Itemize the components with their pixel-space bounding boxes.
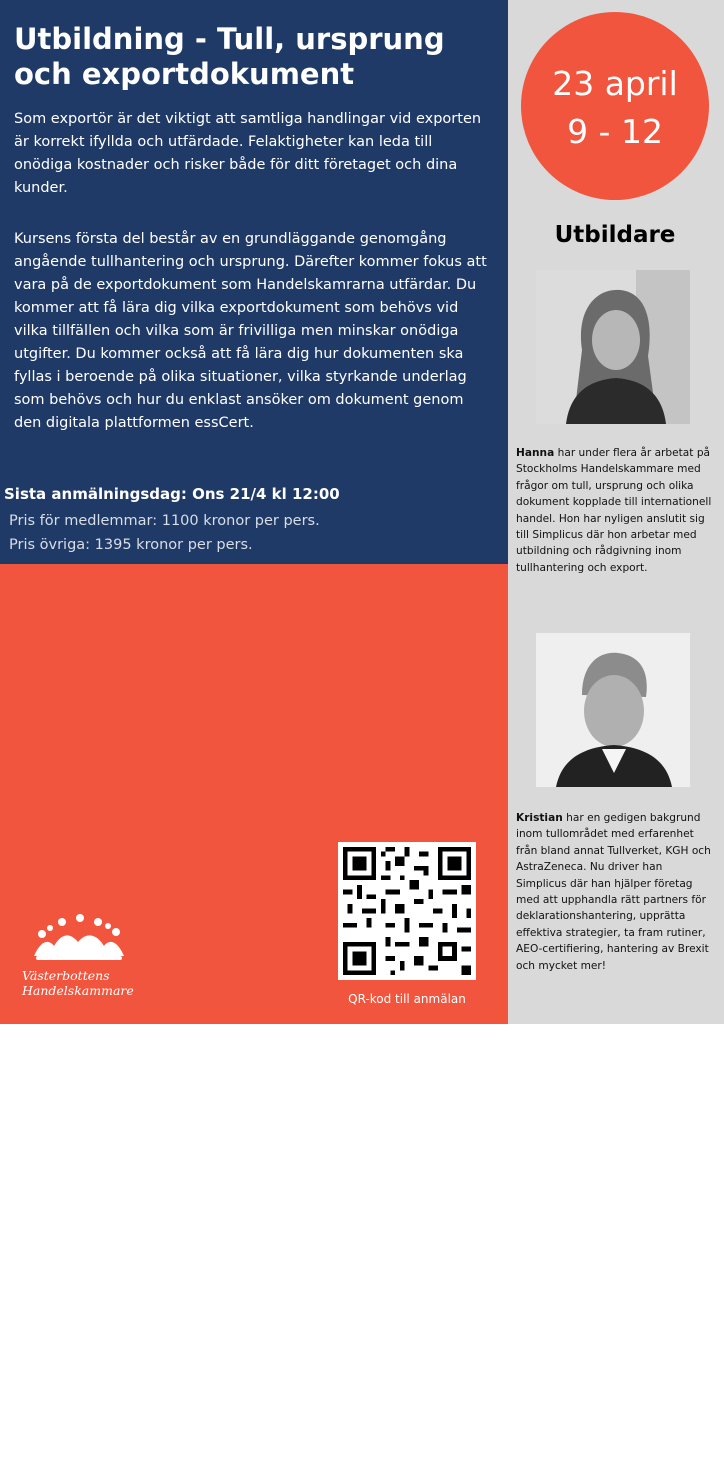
intro-text: Som exportör är det viktigt att samtliga handlingar vid exporten är korrekt ifyllda och utfärdade. Felaktigheter kan leda till onödiga kostnader och risker både för ditt företaget och dina kunder.: [14, 111, 482, 196]
qr-code-icon: [338, 842, 476, 980]
page-title: Utbildning - Tull, ursprung och exportdokument: [14, 22, 445, 91]
session-1-list: [14, 1175, 494, 1264]
list-item: - Praktiska tips och exempel: [14, 1416, 494, 1438]
trainer-bio-kristian: Kristian har en gedigen bakgrund inom tullområdet med erfarenhet från bland annat Tullverket, KGH och AstraZeneca. Nu driver han Simplicus där han hjälper företag med att upphandla rätt partners för deklarationshantering, upprätta effektiva strategier, ta fram rutiner, AEO-certifiering, hantering av Brexit och mycket mer!: [516, 812, 711, 972]
course-description: Kursens första del består av en grundläggande genomgång angående tullhantering och ursprung. Därefter kommer fokus att vara på de exportdokument som Handelskamrarna utfärdar. Du kommer att få lära dig vilka exportdokument som behövs vid vilka tillfällen och vilka som är frivilliga men minskar onödiga utgifter. Du kommer också att få lära dig hur dokumenten ska fyllas i beroende på olika situationer, vilka styrkande underlag som behövs och hur du enklast ansöker om dokument genom den digitala plattformen essCert.: [14, 231, 487, 431]
session-1: [14, 1153, 494, 1264]
price-others: Pris övriga: 1395 kronor per pers.: [9, 537, 253, 553]
trainer-name: Kristian: [516, 812, 563, 824]
list-item: - Var man kan hitta mer information: [14, 1438, 494, 1460]
list-item: - Ursprungsregler och frihandelsavtal: [14, 1220, 494, 1242]
list-item: - Tulldeklaration och dess innehåll: [14, 1175, 494, 1197]
logo-wordmark: [22, 968, 142, 998]
list-item: - Hur dokumenten ska fyllas i: [14, 1350, 494, 1372]
trainer-bio-hanna: Hanna har under flera år arbetat på Stockholms Handelskammare med frågor om tull, ursprung och olika dokument kopplade till internationell handel. Hon har nyligen anslutit sig till Simplicus där hon arbetar med utbildning och rådgivning inom tullhantering och export.: [516, 447, 712, 574]
session-1-title: Pass 1: kl 9-10. Grunderna för tull och ursprung vid export: [14, 1156, 478, 1172]
event-date: 23 april: [552, 64, 678, 103]
list-item: - Vad för underlag som krävs vid ansökan av certifikat: [14, 1372, 494, 1394]
qr-code[interactable]: [338, 842, 476, 980]
price-members: Pris för medlemmar: 1100 kronor per pers.: [9, 513, 320, 529]
qr-caption: QR-kod till anmälan: [348, 992, 466, 1006]
course-info-panel: [0, 0, 508, 564]
list-item: - Grundläggande klassificering av varor: [14, 1197, 494, 1219]
crown-logo-icon: [22, 912, 132, 970]
session-2-list: [14, 1327, 494, 1460]
logo-line-1: Västerbottens: [22, 968, 110, 983]
session-2: [14, 1283, 494, 1461]
trainer-name: Hanna: [516, 447, 555, 459]
sessions-panel: [0, 564, 508, 1458]
trainer-photo-hanna: [536, 270, 690, 424]
list-item: - I vilka sammanhang ursprungscertifikat och EUR.1 kan användas: [14, 1327, 494, 1349]
session-2-title: Pass 2: kl 10.15-12. Exportdokument utfärdade av handelskamrarna: [14, 1286, 412, 1325]
person-portrait-icon: [536, 633, 690, 787]
list-item: - Hur essCert fungerar: [14, 1394, 494, 1416]
person-portrait-icon: [536, 270, 690, 424]
date-badge: [521, 12, 709, 200]
event-time: 9 - 12: [567, 112, 663, 151]
logo-line-2: Handelskammare: [22, 983, 134, 998]
trainer-photo-kristian: [536, 633, 690, 787]
trainers-heading: Utbildare: [554, 222, 676, 248]
registration-deadline: Sista anmälningsdag: Ons 21/4 kl 12:00: [4, 485, 340, 503]
list-item: - Styrkande handlingar: [14, 1242, 494, 1264]
